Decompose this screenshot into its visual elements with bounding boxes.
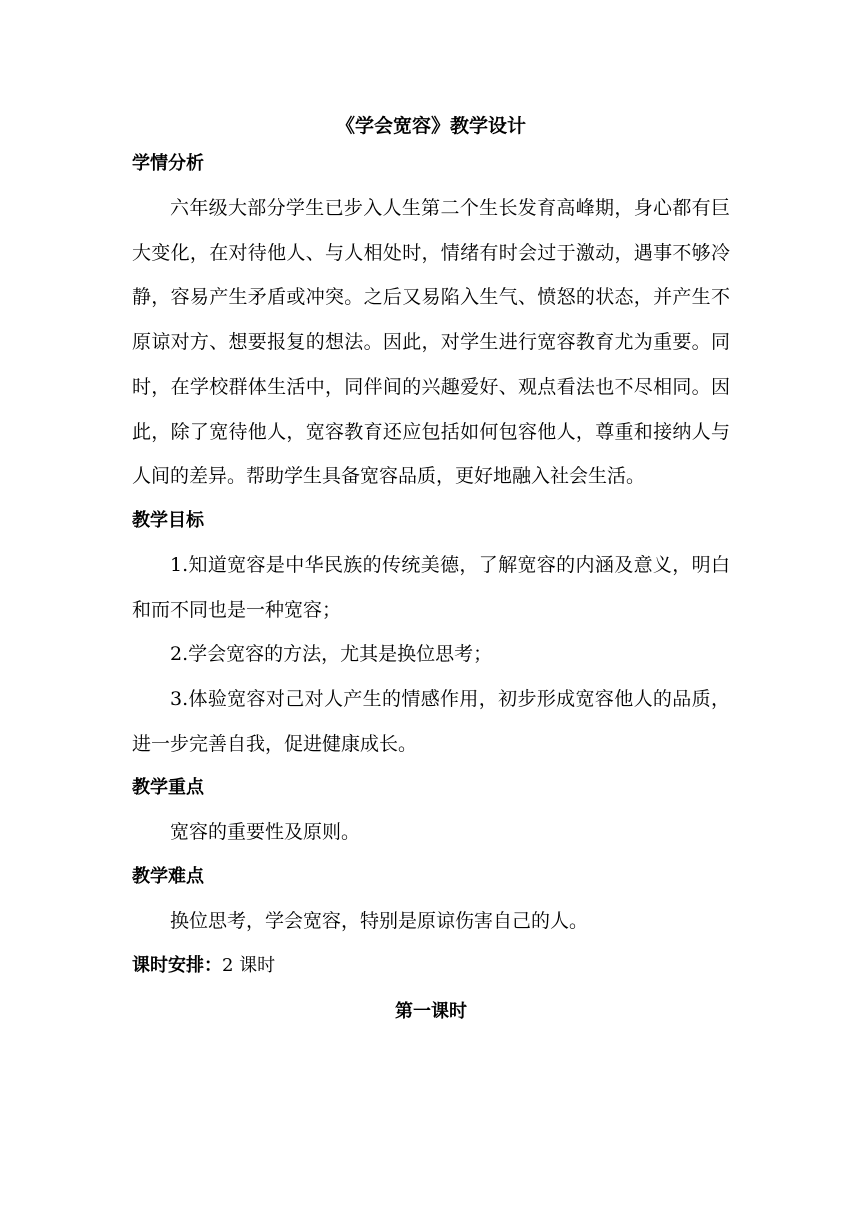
schedule-line	[132, 944, 730, 990]
key-points-paragraph: 宽容的重要性及原则。	[170, 821, 361, 844]
lesson-title: 第一课时	[395, 1000, 467, 1022]
objective-item-2: 2.学会宽容的方法，尤其是换位思考；	[170, 643, 493, 666]
analysis-paragraph: 六年级大部分学生已步入人生第二个生长发育高峰期，身心都有巨大变化，在对待他人、与人相处时，情绪有时会过于激动，遇事不够冷静，容易产生矛盾或冲突。之后又易陷入生气、愤怒的状态，并产生不原谅对方、想要报复的想法。因此，对学生进行宽容教育尤为重要。同时，在学校群体生活中，同伴间的兴趣爱好、观点看法也不尽相同。因此，除了宽待他人，宽容教育还应包括如何包容他人，尊重和接纳人与人间的差异。帮助学生具备宽容品质，更好地融入社会生活。	[132, 197, 730, 488]
document-page	[132, 110, 730, 1034]
objective-item-3: 3.体验宽容对己对人产生的情感作用，初步形成宽容他人的品质，进一步完善自我，促进健康成长。	[132, 688, 730, 755]
section-heading-key-points: 教学重点	[132, 777, 204, 799]
schedule-value: 2 课时	[222, 954, 276, 976]
section-heading-objectives: 教学目标	[132, 509, 204, 531]
difficulties-paragraph: 换位思考，学会宽容，特别是原谅伤害自己的人。	[170, 910, 589, 933]
section-heading-analysis: 学情分析	[132, 153, 204, 174]
document-title: 《学会宽容》教学设计	[335, 115, 526, 137]
objective-item-1: 1.知道宽容是中华民族的传统美德，了解宽容的内涵及意义，明白和而不同也是一种宽容；	[132, 553, 730, 621]
section-heading-difficulties: 教学难点	[132, 866, 204, 888]
schedule-label: 课时安排：	[132, 954, 222, 976]
